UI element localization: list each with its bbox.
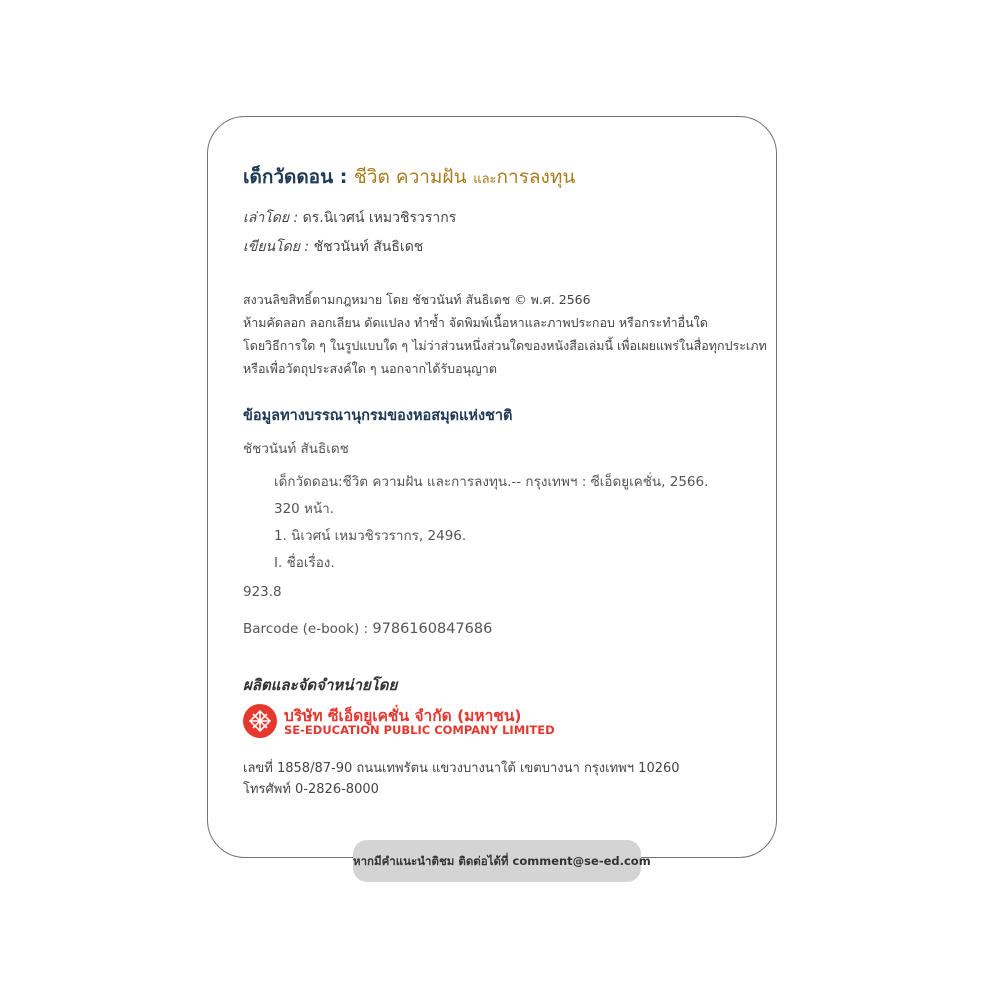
narrated-name: ดร.นิเวศน์ เหมวชิรวรากร	[302, 210, 457, 226]
written-name: ชัชวนันท์ สันธิเดช	[313, 239, 424, 255]
title-part2: การลงทุน	[496, 166, 576, 188]
publisher-name-th: บริษัท ซีเอ็ดยูเคชั่น จำกัด (มหาชน)	[284, 707, 522, 725]
cip-heading: ข้อมูลทางบรรณานุกรมของหอสมุดแห่งชาติ	[243, 408, 513, 424]
legal-line: สงวนลิขสิทธิ์ตามกฎหมาย โดย ชัชวนันท์ สันธิเดช © พ.ศ. 2566	[243, 292, 591, 307]
cip-added-entry: 1. นิเวศน์ เหมวชิรวรากร, 2496.	[274, 528, 467, 544]
publisher-phone: โทรศัพท์ 0-2826-8000	[243, 782, 379, 797]
cip-entry: เด็กวัดดอน:ชีวิต ความฝัน และการลงทุน.-- กรุงเทพฯ : ซีเอ็ดยูเคชั่น, 2566.	[274, 474, 709, 490]
publisher-name-en: SE-EDUCATION PUBLIC COMPANY LIMITED	[284, 723, 555, 737]
title-connector: และ	[473, 172, 497, 187]
title-part1: ชีวิต ความฝัน	[353, 166, 467, 188]
cip-pages: 320 หน้า.	[274, 501, 335, 517]
written-label: เขียนโดย :	[243, 239, 310, 255]
legal-line: โดยวิธีการใด ๆ ในรูปแบบใด ๆ ไม่ว่าส่วนหนึ่งส่วนใดของหนังสือเล่มนี้ เพื่อเผยแพร่ในสื่อทุกประเภท	[243, 338, 767, 353]
narrated-label: เล่าโดย :	[243, 210, 299, 226]
legal-line: ห้ามคัดลอก ลอกเลียน ดัดแปลง ทำซ้ำ จัดพิมพ์เนื้อหาและภาพประกอบ หรือกระทำอื่นใด	[243, 315, 708, 330]
book-title	[243, 162, 575, 192]
title-main: เด็กวัดดอน :	[243, 166, 348, 188]
cip-author: ชัชวนันท์ สันธิเดช	[243, 441, 349, 457]
barcode-value: 9786160847686	[372, 621, 493, 637]
barcode-line	[243, 621, 492, 637]
barcode-label: Barcode (e-book) :	[243, 621, 369, 637]
narrated-by	[243, 207, 456, 229]
feedback-text: หากมีคำแนะนำติชม ติดต่อได้ที่ comment@se-ed.com	[353, 854, 651, 868]
publisher-heading: ผลิตและจัดจำหน่ายโดย	[243, 676, 398, 694]
se-ed-logo-icon	[243, 704, 277, 738]
written-by	[243, 236, 423, 258]
cip-classification: 923.8	[243, 584, 282, 600]
publisher-address: เลขที่ 1858/87-90 ถนนเทพรัตน แขวงบางนาใต้ เขตบางนา กรุงเทพฯ 10260	[243, 761, 680, 776]
cip-title-entry: I. ชื่อเรื่อง.	[274, 555, 335, 571]
legal-line: หรือเพื่อวัตถุประสงค์ใด ๆ นอกจากได้รับอนุญาต	[243, 361, 497, 376]
